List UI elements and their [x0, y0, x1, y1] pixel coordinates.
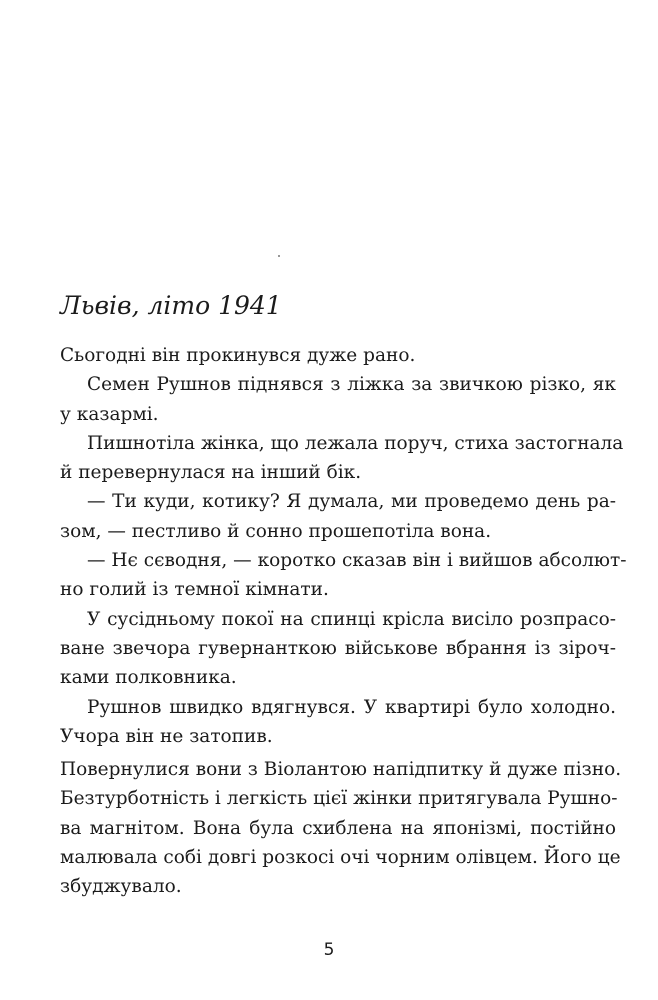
- print-speck: [278, 255, 280, 257]
- section-2-text: [60, 755, 622, 901]
- paragraph-8-line-5: збуджувало.: [60, 876, 182, 898]
- paragraph-2-line-2: у казармі.: [60, 403, 159, 425]
- paragraph-1-line-1: Сьогодні він прокинувся дуже рано.: [60, 345, 416, 366]
- page-number: 5: [323, 940, 335, 960]
- paragraph-8-line-2: Безтурботність і легкість цієї жінки притягувала Рушно-: [60, 788, 618, 810]
- paragraph-7-line-1: Рушнов швидко вдягнувся. У квартирі було холодно.: [87, 696, 616, 718]
- paragraph-3-line-1: Пишнотіла жінка, що лежала поруч, стиха застогнала: [87, 432, 624, 454]
- paragraph-4-line-1: — Ти куди, котику? Я думала, ми проведемо день ра-: [87, 491, 616, 513]
- section-1-text: [60, 341, 627, 751]
- paragraph-5-line-1: — Нє сєводня, — коротко сказав він і вийшов абсолют-: [87, 550, 627, 572]
- paragraph-8-line-3: ва магнітом. Вона була схиблена на японізмі, постійно: [60, 817, 616, 839]
- paragraph-3-line-2: й перевернулася на інший бік.: [60, 462, 362, 484]
- paragraph-4-line-2: зом, — пестливо й сонно прошепотіла вона.: [60, 520, 492, 542]
- paragraph-2-line-1: Семен Рушнов піднявся з ліжка за звичкою різко, як: [87, 374, 616, 396]
- paragraph-8-line-1: Повернулися вони з Віолантою напідпитку й дуже пізно.: [60, 759, 622, 780]
- paragraph-5-line-2: но голий із темної кімнати.: [60, 579, 329, 601]
- paragraph-6-line-1: У сусідньому покої на спинці крісла висіло розпрасо-: [87, 608, 616, 630]
- paragraph-8-line-4: малювала собі довгі розкосі очі чорним олівцем. Його це: [60, 846, 621, 868]
- chapter-title: Львів, літо 1941: [60, 291, 282, 320]
- paragraph-7-line-2: Учора він не затопив.: [60, 725, 273, 747]
- paragraph-6-line-2: ване звечора гувернанткою військове вбрання із зіроч-: [60, 637, 616, 659]
- paragraph-6-line-3: ками полковника.: [60, 667, 237, 689]
